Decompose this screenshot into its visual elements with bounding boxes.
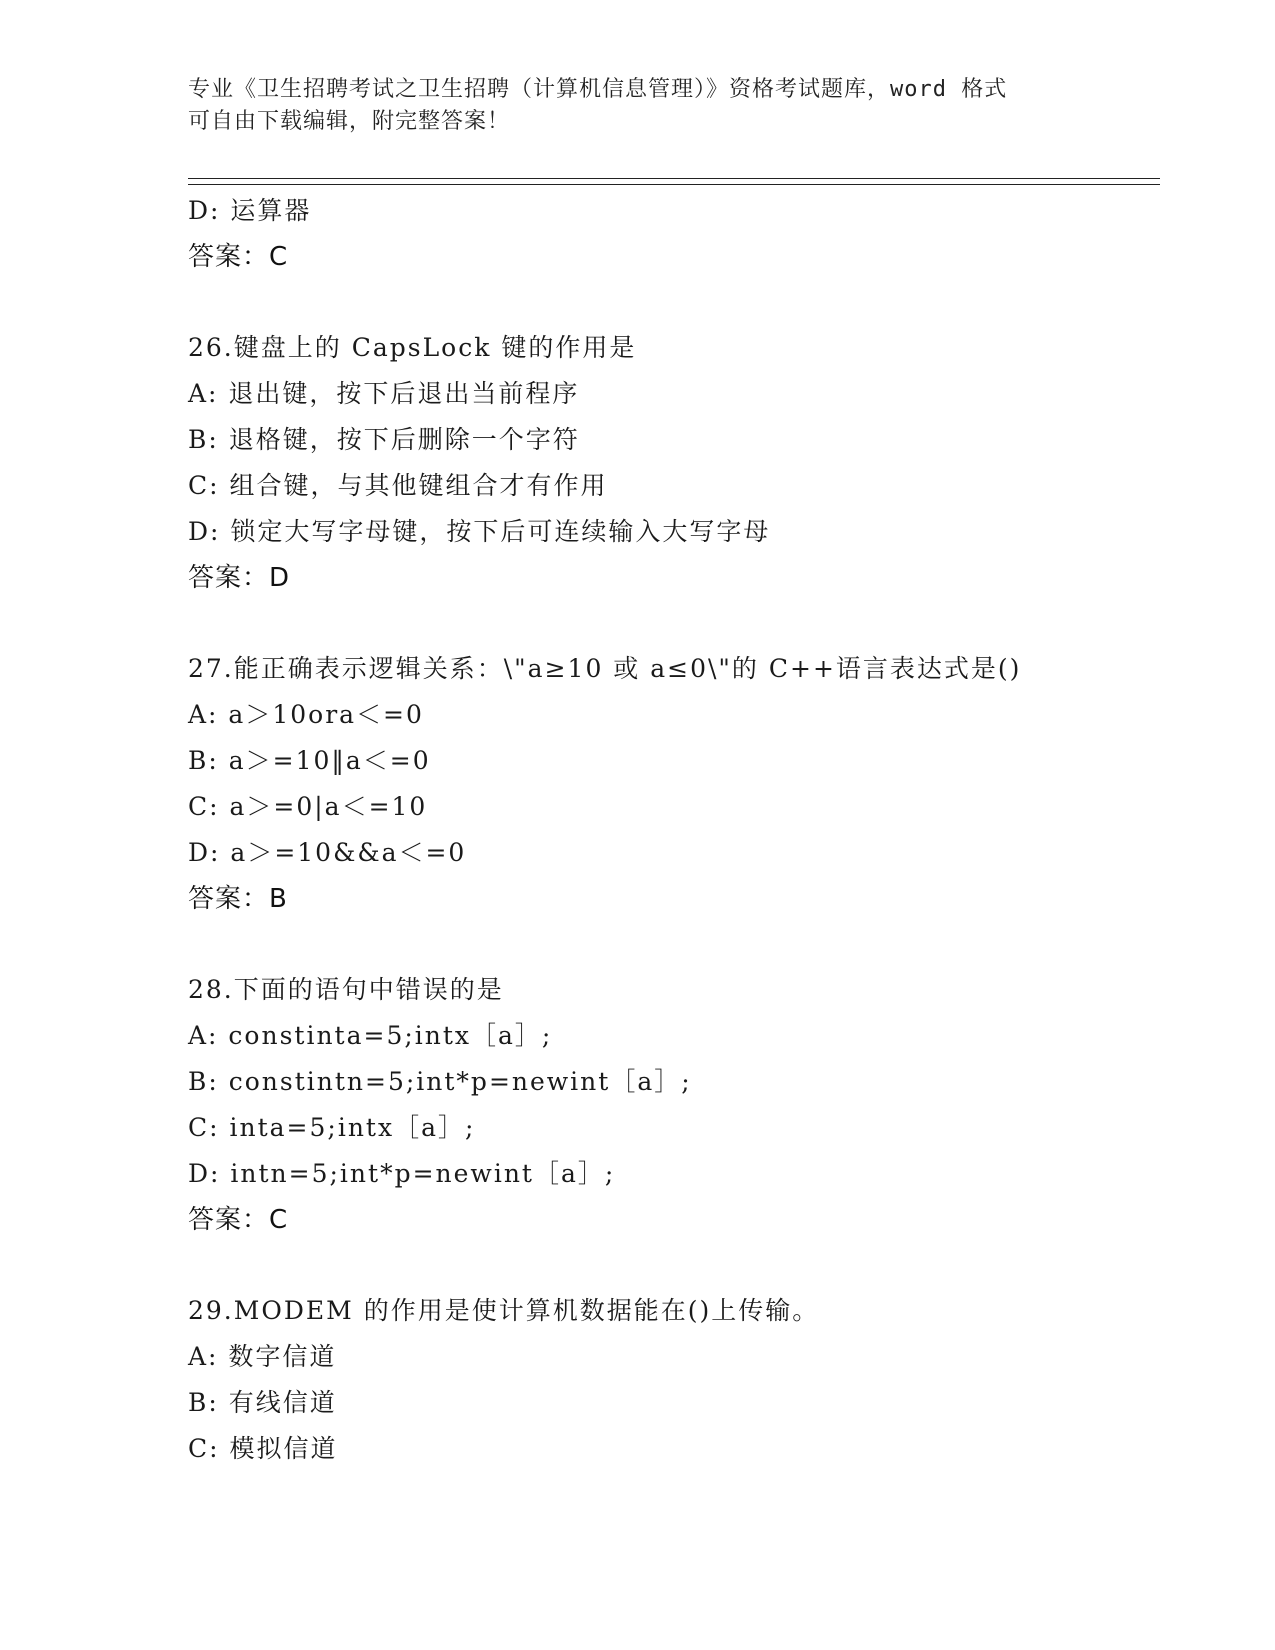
q26-answer: 答案：D — [188, 563, 291, 593]
q26-question: 26.键盘上的 CapsLock 键的作用是 — [188, 333, 637, 362]
question-26-block — [188, 325, 1188, 601]
q29-option-b: B: 有线信道 — [188, 1388, 337, 1417]
q28-option-d: D: intn=5;int*p=newint［a］; — [188, 1159, 616, 1188]
q28-answer: 答案：C — [188, 1205, 289, 1235]
q27-question: 27.能正确表示逻辑关系：\"a≥10 或 a≤0\"的 C++语言表达式是() — [188, 654, 1022, 683]
spacer — [188, 280, 1188, 325]
q29-question: 29.MODEM 的作用是使计算机数据能在()上传输。 — [188, 1296, 820, 1325]
q27-option-d: D: a＞=10&&a＜=0 — [188, 838, 467, 867]
q28-option-b: B: constintn=5;int*p=newint［a］; — [188, 1067, 692, 1096]
q27-option-a: A: a＞10ora＜=0 — [188, 700, 424, 729]
spacer — [188, 1243, 1188, 1288]
q28-option-c: C: inta=5;intx［a］; — [188, 1113, 476, 1142]
q27-answer: 答案：B — [188, 884, 288, 914]
q28-option-a: A: constinta=5;intx［a］; — [188, 1021, 553, 1050]
q29-option-a: A: 数字信道 — [188, 1342, 337, 1371]
question-27-block — [188, 646, 1188, 922]
q27-option-c: C: a＞=0|a＜=10 — [188, 792, 428, 821]
q25-option-d: D: 运算器 — [188, 196, 312, 225]
q29-option-c: C: 模拟信道 — [188, 1434, 338, 1463]
header-divider-bottom — [188, 184, 1160, 185]
q26-option-b: B: 退格键，按下后删除一个字符 — [188, 425, 580, 454]
header-line-2: 可自由下载编辑，附完整答案！ — [188, 109, 511, 134]
question-list — [188, 188, 1188, 1472]
q26-option-a: A: 退出键，按下后退出当前程序 — [188, 379, 580, 408]
q27-option-b: B: a＞=10‖a＜=0 — [188, 746, 431, 775]
question-28-block — [188, 967, 1188, 1243]
question-25-block — [188, 188, 1188, 280]
q25-answer: 答案：C — [188, 242, 289, 272]
page-header — [188, 74, 1088, 138]
header-line-1: 专业《卫生招聘考试之卫生招聘（计算机信息管理）》资格考试题库，word 格式 — [188, 77, 1008, 102]
q26-option-d: D: 锁定大写字母键，按下后可连续输入大写字母 — [188, 517, 771, 546]
question-29-block — [188, 1288, 1188, 1472]
spacer — [188, 922, 1188, 967]
q28-question: 28.下面的语句中错误的是 — [188, 975, 504, 1004]
q26-option-c: C: 组合键，与其他键组合才有作用 — [188, 471, 608, 500]
spacer — [188, 601, 1188, 646]
header-divider-top — [188, 178, 1160, 179]
